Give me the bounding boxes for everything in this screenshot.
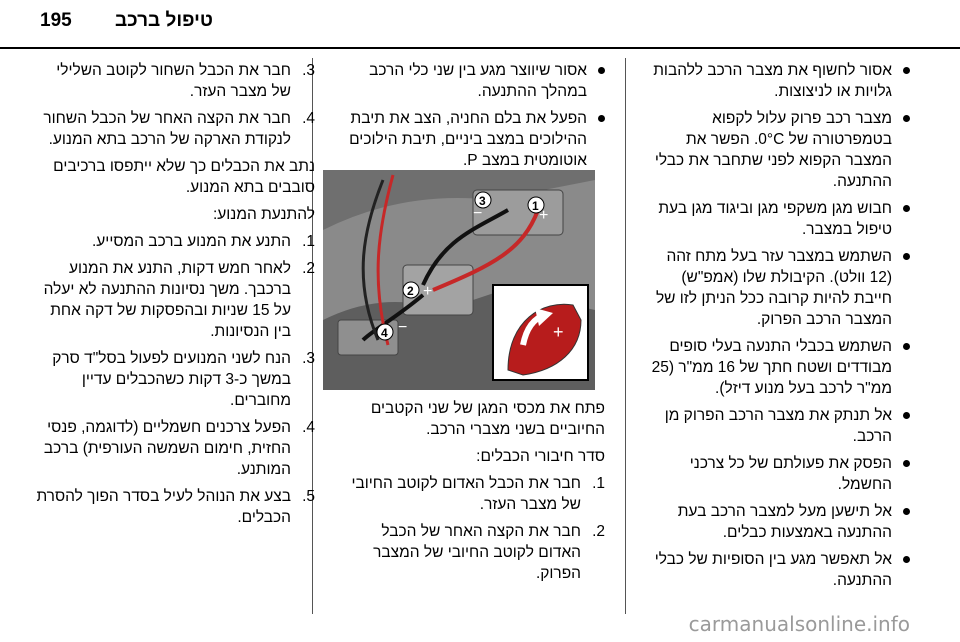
right-column xyxy=(640,60,910,597)
list-item: 4. חבר את הקצה האחר של הכבל השחור לנקודת הארקה של הרכב בתא המנוע. xyxy=(43,110,315,148)
list-item: אל תנתק את מצבר הרכב הפרוק מן הרכב. xyxy=(640,405,910,447)
list-item: חבוש מגן משקפי מגן וביגוד מגן בעת טיפול במצבר. xyxy=(640,198,910,240)
safety-bullet-list xyxy=(640,60,910,591)
list-item: הפסק את פעולתם של כל צרכני החשמל. xyxy=(640,453,910,495)
list-item: 1. התנע את המנוע ברכב המסייע. xyxy=(91,233,315,250)
photo-label: 2 xyxy=(407,284,414,298)
safety-bullet-list xyxy=(340,60,605,171)
photo-label: 3 xyxy=(479,194,486,208)
svg-text:+: + xyxy=(423,283,433,300)
bullet-dot-icon xyxy=(598,67,605,74)
photo-label: 4 xyxy=(381,326,388,340)
list-item: השתמש בכבלי התנעה בעלי סופים מבודדים ושטח חתך של 16 ממ"ר (25 ממ"ר לרכב בעל מנוע דיזל). xyxy=(640,336,910,399)
bullet-dot-icon xyxy=(903,343,910,350)
list-item: 4. הפעל צרכנים חשמליים (לדוגמה, פנסי החזית, חימום השמשה העורפית) ברכב המותנע. xyxy=(43,419,315,478)
section-heading: סדר חיבורי הכבלים: xyxy=(476,448,605,465)
list-item: 3. חבר את הכבל השחור לקוטב השלילי של מצבר העזר. xyxy=(56,62,315,100)
bullet-dot-icon xyxy=(903,253,910,260)
section-heading: להתנעת המנוע: xyxy=(212,206,315,223)
bullet-dot-icon xyxy=(903,508,910,515)
bullet-dot-icon xyxy=(903,412,910,419)
list-item: השתמש במצבר עזר בעל מתח זהה (12 וולט). הקיבולת שלו (אמפ"ש) חייבת להיות קרובה ככל הניתן לזו של המצבר הרכב הפרוק. xyxy=(640,246,910,330)
connection-steps-continued xyxy=(33,60,315,150)
svg-text:−: − xyxy=(398,319,408,336)
bullet-dot-icon xyxy=(903,115,910,122)
column-divider xyxy=(625,58,626,614)
svg-text:+: + xyxy=(553,322,564,342)
middle-column xyxy=(340,60,605,177)
middle-column-lower xyxy=(340,398,605,590)
footer-watermark: carmanualsonline.info xyxy=(688,612,910,636)
list-item: אל תישען מעל למצבר הרכב בעת ההתנעה באמצעות כבלים. xyxy=(640,501,910,543)
bullet-dot-icon xyxy=(598,115,605,122)
list-item: אסור שיווצר מגע בין שני כלי הרכב במהלך ההתנעה. xyxy=(340,60,605,102)
list-item: 5. בצע את הנוהל לעיל בסדר הפוך להסרת הכבלים. xyxy=(36,488,315,526)
engine-bay-illustration xyxy=(323,170,595,390)
starting-steps xyxy=(33,231,315,528)
engine-bay-photo xyxy=(323,170,595,390)
svg-text:−: − xyxy=(473,205,483,222)
bullet-dot-icon xyxy=(903,205,910,212)
list-item: 2. לאחר חמש דקות, התנע את המנוע ברכבך. משך נסיונות ההתנעה לא יעלה על 15 שניות ובהפסקות של דקה אחת בין הנסיונות. xyxy=(43,260,315,340)
list-item: אסור לחשוף את מצבר הרכב ללהבות גלויות או לניצוצות. xyxy=(640,60,910,102)
page-number: 195 xyxy=(40,10,72,31)
bullet-dot-icon xyxy=(903,460,910,467)
intro-paragraph: פתח את מכסי המגן של שני הקטבים החיוביים בשני מצברי הרכב. xyxy=(370,400,605,438)
list-item: אל תאפשר מגע בין הסופיות של כבלי ההתנעה. xyxy=(640,549,910,591)
list-item: 3. הנח לשני המנועים לפעול בסל"ד סרק במשך כ-3 דקות כשהכבלים עדיין מחוברים. xyxy=(52,350,315,409)
photo-label: 1 xyxy=(532,199,539,213)
bullet-dot-icon xyxy=(903,556,910,563)
page-header xyxy=(0,0,960,46)
list-item: הפעל את בלם החניה, הצב את תיבת ההילוכים במצב ביניים, תיבת הילוכים אוטומטית במצב P. xyxy=(340,108,605,171)
cable-routing-note: נתב את הכבלים כך שלא ייתפסו ברכיבים סובבים בתא המנוע. xyxy=(53,158,315,196)
header-rule xyxy=(0,47,960,49)
bullet-dot-icon xyxy=(903,67,910,74)
list-item: 1. חבר את הכבל האדום לקוטב החיובי של מצבר העזר. xyxy=(351,475,605,513)
connection-steps xyxy=(340,473,605,584)
list-item: 2. חבר את הקצה האחר של הכבל האדום לקוטב החיובי של המצבר הפרוק. xyxy=(373,523,605,582)
list-item: מצבר רכב פרוק עלול לקפוא בטמפרטורה של 0°C. הפשר את המצבר הקפוא לפני שתחבר את כבלי ההתנעה. xyxy=(640,108,910,192)
left-column xyxy=(33,60,315,534)
svg-text:+: + xyxy=(539,207,549,224)
page-title: טיפול ברכב xyxy=(115,10,213,31)
